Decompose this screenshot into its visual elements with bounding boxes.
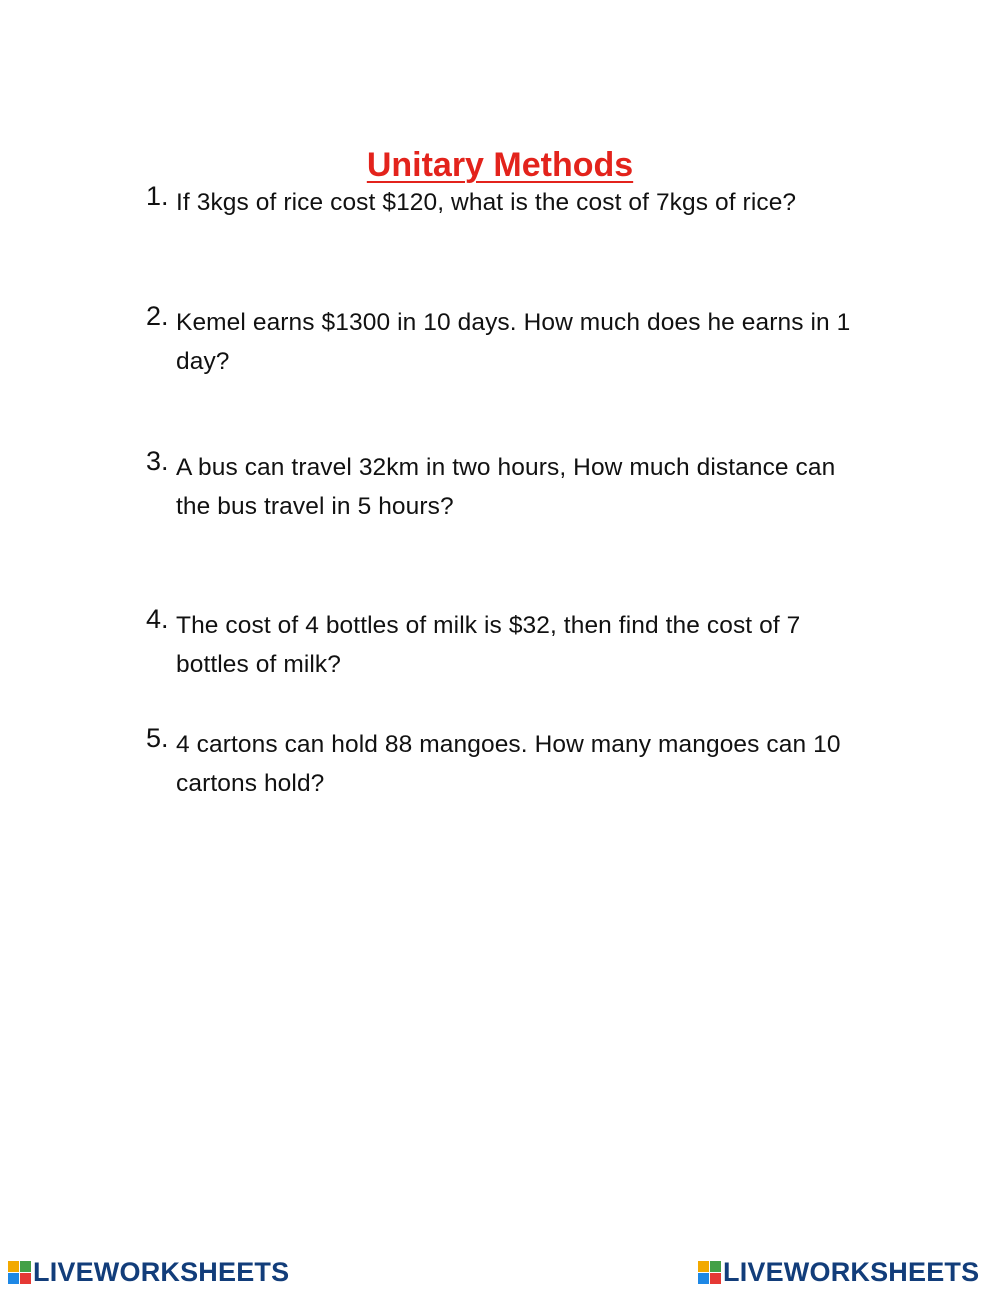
logo-block — [20, 1273, 31, 1284]
question-5 — [146, 725, 876, 803]
question-1 — [146, 183, 876, 222]
question-number: 1. — [146, 181, 169, 211]
logo-block — [8, 1273, 19, 1284]
question-number: 5. — [146, 723, 169, 753]
logo-block — [710, 1273, 721, 1284]
logo-block — [698, 1273, 709, 1284]
logo-block — [698, 1261, 709, 1272]
brand-name: LIVEWORKSHEETS — [33, 1257, 290, 1287]
question-text: A bus can travel 32km in two hours, How much distance can the bus travel in 5 hours? — [176, 454, 836, 520]
liveworksheets-logo-icon — [698, 1261, 721, 1284]
liveworksheets-brand-left — [8, 1257, 289, 1287]
logo-block — [710, 1261, 721, 1272]
brand-name: LIVEWORKSHEETS — [723, 1257, 980, 1287]
question-text: If 3kgs of rice cost $120, what is the cost of 7kgs of rice? — [176, 189, 797, 216]
question-number: 4. — [146, 604, 169, 634]
liveworksheets-logo-icon — [8, 1261, 31, 1284]
question-number: 3. — [146, 446, 169, 476]
question-text: 4 cartons can hold 88 mangoes. How many mangoes can 10 cartons hold? — [176, 731, 841, 797]
liveworksheets-brand-right — [698, 1257, 979, 1287]
logo-block — [20, 1261, 31, 1272]
question-3 — [146, 448, 876, 526]
question-number: 2. — [146, 301, 169, 331]
logo-block — [8, 1261, 19, 1272]
question-text: The cost of 4 bottles of milk is $32, then find the cost of 7 bottles of milk? — [176, 612, 801, 678]
question-2 — [146, 303, 876, 381]
question-4 — [146, 606, 876, 684]
question-text: Kemel earns $1300 in 10 days. How much does he earns in 1 day? — [176, 309, 851, 375]
page-title: Unitary Methods — [366, 145, 634, 184]
